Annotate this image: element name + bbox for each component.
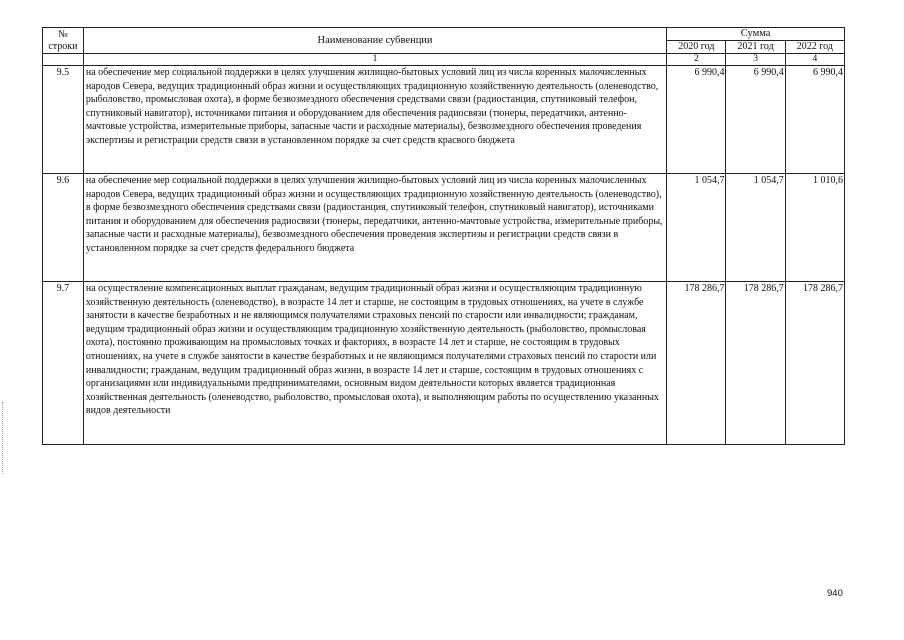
row-number-header	[43, 28, 84, 54]
table-row	[43, 66, 845, 174]
amount-2020: 178 286,7	[667, 282, 726, 445]
header-row-top	[43, 28, 845, 41]
column-index-empty	[43, 54, 84, 66]
row-number-header-label: строки	[48, 40, 78, 52]
document-page	[42, 27, 845, 445]
year-header-2021: 2021 год	[726, 41, 785, 54]
subvention-description: на осуществление компенсационных выплат гражданам, ведущим традиционный образ жизни и осуществляющим традиционную хозяйственную деятельность (оленеводство), в возрасте 14 лет и старше, не состоящим в трудовых отношениях, на учете в службе занятости в качестве безработных и не являющимся получателями страховых пенсий по старости или инвалидности; гражданам, ведущим традиционный образ жизни и осуществляющим традиционную хозяйственную деятельность (рыболовство, промысловая охота), постоянно проживающим на промысловых точках и факториях, в возрасте 14 лет и старше, не состоящим в трудовых отношениях, на учете в службе занятости в качестве безработных и не являющимся получателями страховых пенсий по старости или инвалидности; гражданам, ведущим традиционный образ жизни, в возрасте 14 лет и старше, состоящим в трудовых отношениях с организациями или индивидуальными предпринимателями, основным видом деятельности которых является традиционная хозяйственная деятельность (оленеводство, рыболовство, промысловая охота), и выполняющим работы по осуществлению указанных видов деятельности	[83, 282, 666, 445]
amount-2020: 1 054,7	[667, 174, 726, 282]
subventions-table	[42, 27, 845, 445]
table-row	[43, 282, 845, 445]
amount-2022: 178 286,7	[785, 282, 844, 445]
amount-2020: 6 990,4	[667, 66, 726, 174]
subvention-description: на обеспечение мер социальной поддержки в целях улучшения жилищно-бытовых условий лиц из числа коренных малочисленных народов Севера, ведущих традиционный образ жизни и осуществляющих традиционную хозяйственную деятельность (оленеводство), в форме безвозмездного обеспечения средствами связи (радиостанция, спутниковый телефон, спутниковый навигатор), источниками питания и оборудованием для обеспечения радиосвязи (тюнеры, передатчики, антенно-мачтовые устройства, измерительные приборы, запасные части и расходные материалы), безвозмездного обеспечения проведения экспертизы и регистрации средств связи в установленном порядке за счет средств федерального бюджета	[83, 174, 666, 282]
amount-2021: 178 286,7	[726, 282, 785, 445]
column-index-3: 3	[726, 54, 785, 66]
table-row	[43, 174, 845, 282]
scan-margin-mark	[2, 402, 4, 474]
amount-2022: 1 010,6	[785, 174, 844, 282]
column-index-2: 2	[667, 54, 726, 66]
subvention-description: на обеспечение мер социальной поддержки в целях улучшения жилищно-бытовых условий лиц из числа коренных малочисленных народов Севера, ведущих традиционный образ жизни и осуществляющих традиционную хозяйственную деятельность (оленеводство, рыболовство, промысловая охота), в форме безвозмездного обеспечения средствами связи (радиостанция, спутниковый телефон, спутниковый навигатор), источниками питания и оборудованием для обеспечения радиосвязи (тюнеры, передатчики, антенно-мачтовые устройства, измерительные приборы, запасные части и расходные материалы), безвозмездного обеспечения проведения экспертизы и регистрации средств связи в установленном порядке за счет средств красвого бюджета	[83, 66, 666, 174]
column-index-row	[43, 54, 845, 66]
subvention-name-header: Наименование субвенции	[83, 28, 666, 54]
year-header-2022: 2022 год	[785, 41, 844, 54]
column-index-1: 1	[83, 54, 666, 66]
row-number-header-symbol: №	[58, 28, 68, 40]
row-number: 9.6	[43, 174, 84, 282]
row-number: 9.5	[43, 66, 84, 174]
sum-header: Сумма	[667, 28, 845, 41]
amount-2022: 6 990,4	[785, 66, 844, 174]
page-number: 940	[827, 588, 843, 599]
amount-2021: 1 054,7	[726, 174, 785, 282]
amount-2021: 6 990,4	[726, 66, 785, 174]
row-number: 9.7	[43, 282, 84, 445]
column-index-4: 4	[785, 54, 844, 66]
year-header-2020: 2020 год	[667, 41, 726, 54]
